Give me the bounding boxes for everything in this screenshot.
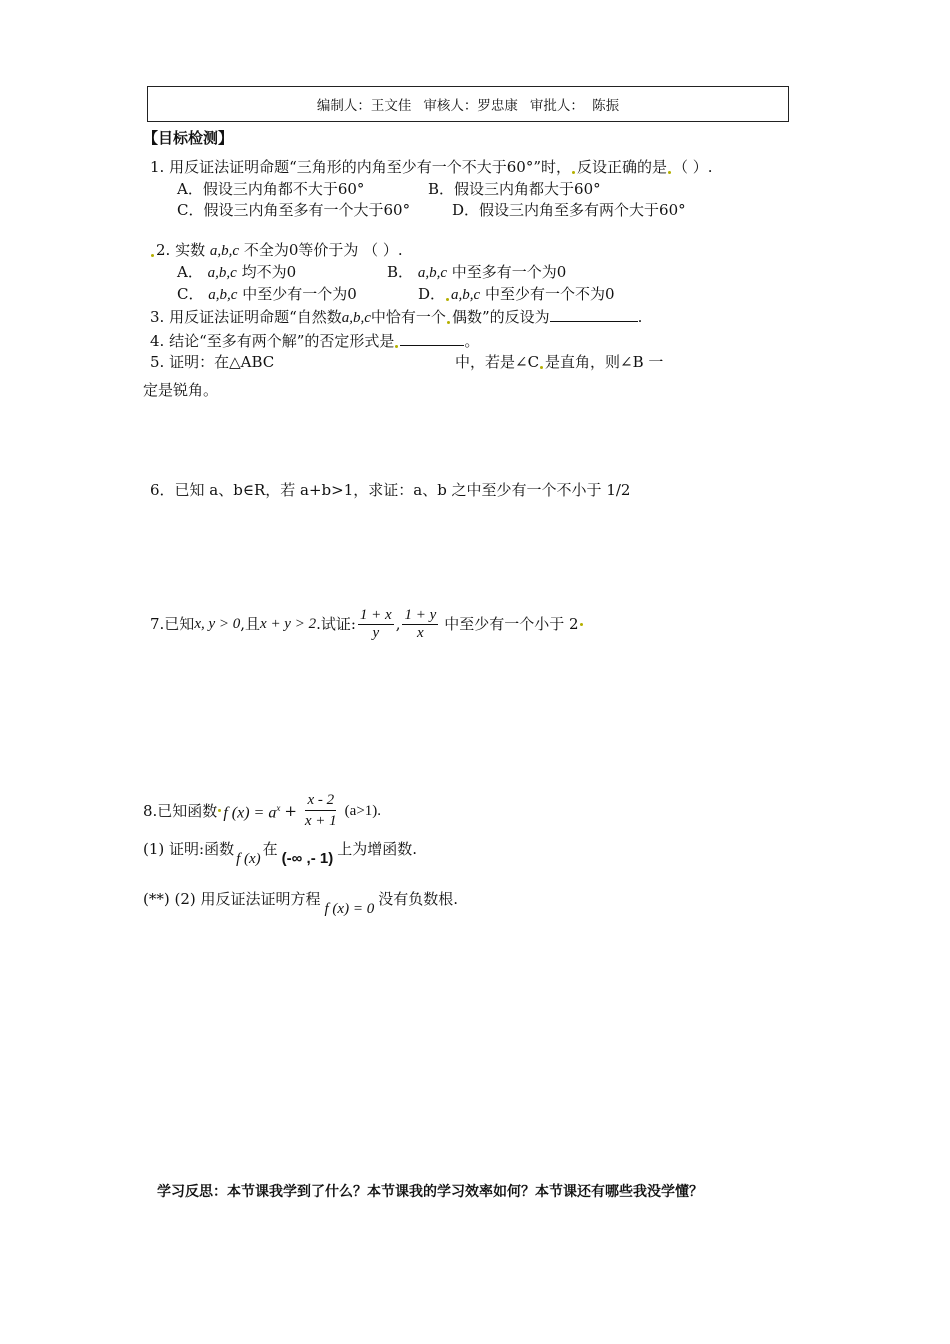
q1-stem-c: （ ）. — [673, 158, 713, 176]
q5-part2-wrap — [455, 352, 663, 372]
mark-dot — [218, 809, 221, 812]
q7-cond2: x + y > 2 — [260, 616, 317, 632]
q8-function — [223, 786, 280, 835]
q8-p1-interval: (-∞ ,- 1) — [281, 850, 334, 867]
q7-comma: , — [395, 615, 401, 633]
q2-stem-prefix: 2. 实数 — [156, 241, 206, 259]
q2-opt-c-text: 中至少有一个为0 — [242, 285, 357, 303]
q7-f2-den: x — [417, 624, 424, 641]
mark-dot — [395, 345, 398, 348]
q7-fraction-2 — [402, 607, 438, 642]
q8-p1-in: 在 — [262, 840, 278, 858]
mark-dot — [580, 623, 583, 626]
q1-option-c: C．假设三内角至多有一个大于60° — [177, 201, 411, 219]
q1-option-b: B．假设三内角都大于60° — [428, 180, 601, 198]
q2-opt-b-label: B． — [387, 263, 414, 281]
mark-dot — [446, 298, 449, 301]
editor-label: 编制人：王文佳 — [316, 98, 412, 114]
q7-f1-den: y — [372, 624, 380, 641]
q3-suffix: 偶数”的反设为 — [451, 308, 550, 326]
q2-option-b — [387, 262, 566, 283]
q5-part3: 是直角，则∠B 一 — [545, 353, 664, 371]
q7-fraction-1 — [358, 607, 394, 642]
q3-answer-blank[interactable] — [550, 306, 638, 322]
header-box — [147, 86, 789, 122]
q8-p2-prefix: (**) (2) 用反证法证明方程 — [143, 890, 321, 908]
q7-suffix: 中至少有一个小于 2 — [444, 615, 579, 633]
q8-p2-eq: f (x) = 0 — [324, 901, 375, 917]
mark-dot — [540, 366, 543, 369]
q1-stem-a: 1. 用反证法证明命题“三角形的内角至少有一个不大于60°”时， — [150, 158, 572, 176]
q2-option-a — [177, 262, 296, 283]
question-1-stem — [150, 157, 713, 177]
question-6: 6．已知 a、b∈R，若 a+b>1，求证：a、b 之中至少有一个不小于 1/2 — [150, 481, 631, 499]
q4-answer-blank[interactable] — [400, 330, 464, 346]
q8-p1-suffix: 上为增函数. — [337, 840, 417, 858]
q7-prefix: 7.已知 — [150, 615, 195, 633]
q1-option-a: A．假设三内角都不大于60° — [177, 180, 365, 198]
q8-part-2 — [143, 884, 458, 917]
q2-opt-d-label: D． — [418, 285, 446, 303]
q8-plus: + — [284, 801, 297, 820]
q5-part1: 5. 证明：在△ABC — [150, 353, 275, 371]
q2-stem-suffix: 不全为0等价于为 （ ）. — [243, 241, 403, 259]
mark-dot — [151, 254, 154, 257]
q2-opt-c-label: C． — [177, 285, 204, 303]
q8-p1-fx: f (x) — [236, 851, 261, 867]
q2-opt-d-text: 中至少有一个不为0 — [484, 285, 615, 303]
q8-p2-suffix: 没有负数根. — [378, 890, 458, 908]
question-8 — [143, 786, 381, 835]
q8-fx: f (x) = a — [223, 804, 277, 822]
q5-line2: 定是锐角。 — [143, 381, 219, 399]
question-3 — [150, 306, 642, 328]
mark-dot — [668, 171, 671, 174]
reflection-footer: 学习反思：本节课我学到了什么？本节课我的学习效率如何？本节课还有哪些我没学懂？ — [157, 1184, 703, 1200]
question-4 — [150, 330, 479, 351]
q3-middle: 中恰有一个 — [370, 308, 446, 326]
question-2-stem — [150, 240, 403, 261]
approver-label: 审批人： 陈振 — [529, 98, 620, 114]
q8-p1-prefix: (1) 证明:函数 — [143, 840, 235, 858]
q8-cond: (a>1). — [344, 802, 382, 819]
q7-mid2: .试证: — [316, 615, 356, 633]
q1-option-d: D．假设三内角至多有两个大于60° — [452, 201, 686, 219]
q8-prefix: 8.已知函数 — [143, 801, 218, 820]
q8-fraction — [303, 790, 339, 831]
q7-f2-num: 1 + y — [404, 606, 437, 623]
q2-opt-b-abc: a,b,c — [417, 265, 447, 281]
q3-abc: a,b,c — [341, 310, 371, 326]
q2-option-d — [418, 284, 615, 305]
q4-text: 4. 结论“至多有两个解”的否定形式是 — [150, 332, 395, 350]
section-title: 【目标检测】 — [143, 129, 234, 147]
q7-f1-num: 1 + x — [359, 606, 392, 623]
mark-dot — [447, 321, 450, 324]
q8-frac-num: x - 2 — [305, 790, 336, 811]
q7-mid1: ,且 — [240, 615, 261, 633]
q3-prefix: 3. 用反证法证明命题“自然数 — [150, 308, 342, 326]
q4-end: 。 — [464, 332, 480, 350]
q2-option-c — [177, 284, 357, 305]
q2-abc: a,b,c — [209, 243, 240, 259]
q2-opt-a-label: A． — [177, 263, 203, 281]
q8-part-1 — [143, 834, 417, 867]
mark-dot — [572, 171, 575, 174]
q3-end: . — [637, 308, 643, 326]
q8-sup: x — [276, 803, 281, 813]
q2-opt-a-abc: a,b,c — [207, 265, 237, 281]
q1-stem-b: 反设正确的是 — [577, 158, 668, 176]
q2-opt-b-text: 中至多有一个为0 — [451, 263, 567, 281]
q5-part2: 中，若是∠C — [455, 353, 540, 371]
q2-opt-c-abc: a,b,c — [208, 287, 238, 303]
q7-cond1: x, y > 0 — [194, 616, 241, 632]
q8-frac-den: x + 1 — [304, 813, 337, 830]
reviewer-label: 审核人：罗忠康 — [423, 98, 518, 114]
q2-opt-a-text: 均不为0 — [241, 263, 297, 281]
question-7 — [150, 604, 585, 644]
q2-opt-d-abc: a,b,c — [451, 287, 481, 303]
